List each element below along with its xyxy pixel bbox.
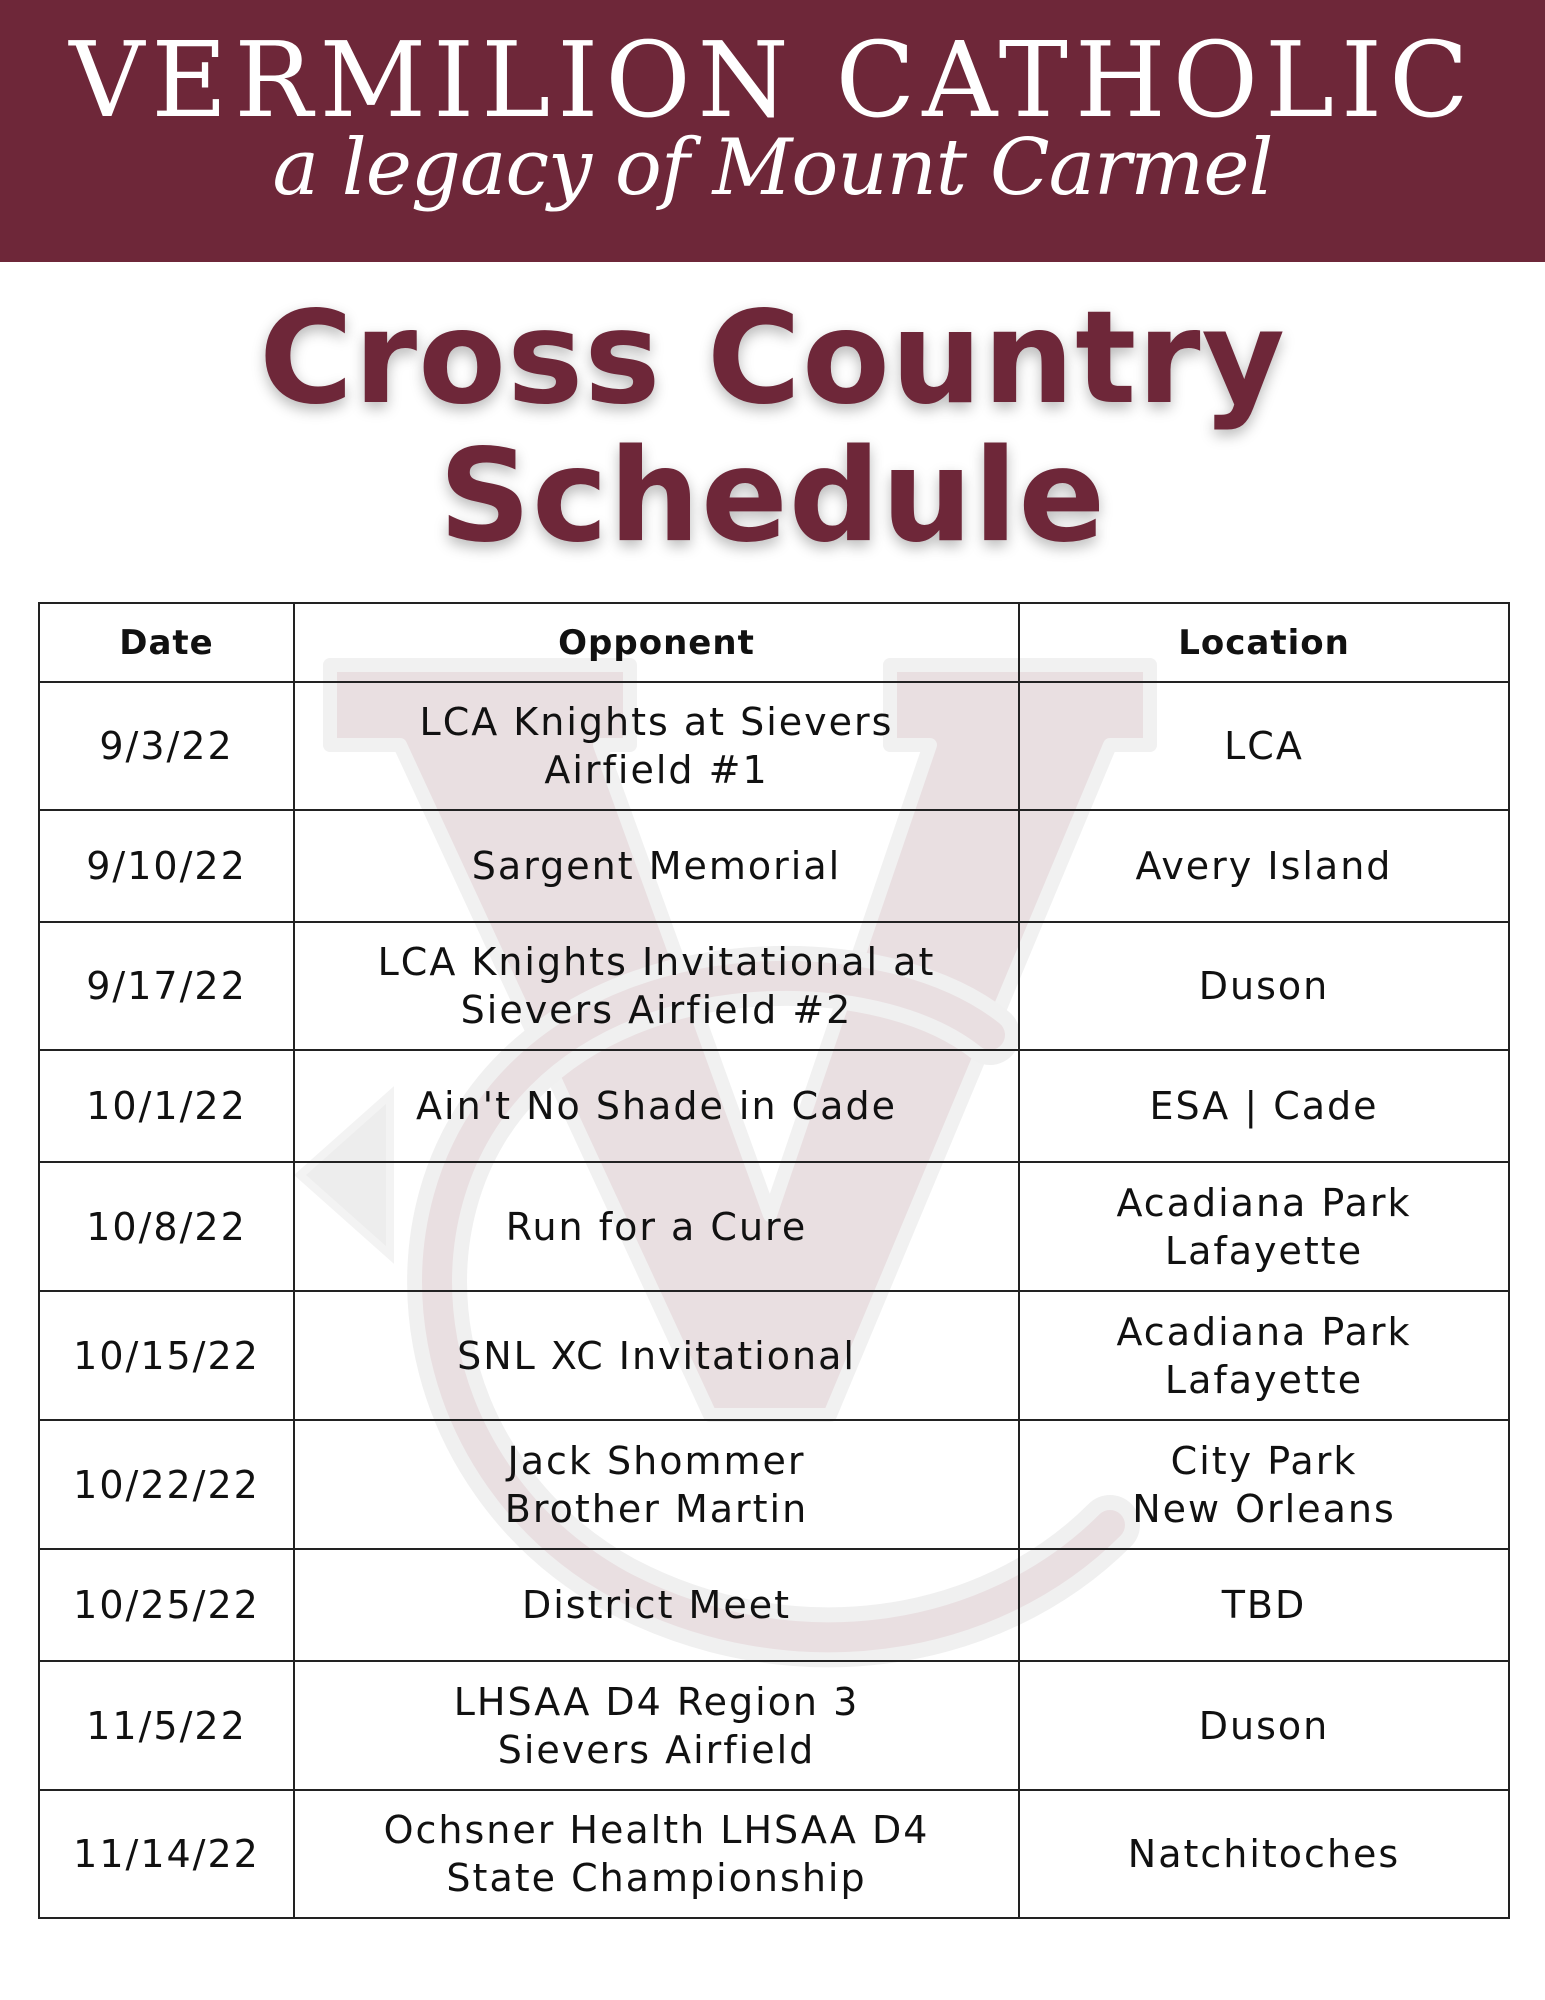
opponent-cell: Run for a Cure [294,1162,1019,1291]
table-row [39,810,1509,922]
opponent-cell: Ain't No Shade in Cade [294,1050,1019,1162]
page-title [0,284,1545,571]
location-cell: Avery Island [1019,810,1509,922]
table-row [39,922,1509,1050]
table-row [39,1050,1509,1162]
date-cell: 9/3/22 [39,682,294,810]
location-cell: ESA | Cade [1019,1050,1509,1162]
school-tagline: a legacy of Mount Carmel [272,123,1273,213]
location-cell: Duson [1019,922,1509,1050]
location-cell: Acadiana Park Lafayette [1019,1291,1509,1420]
title-line-1: Cross Country [259,284,1286,433]
date-cell: 11/5/22 [39,1661,294,1790]
table-row [39,1162,1509,1291]
opponent-cell: LCA Knights at Sievers Airfield #1 [294,682,1019,810]
column-header-opponent: Opponent [294,603,1019,682]
opponent-cell: Jack Shommer Brother Martin [294,1420,1019,1549]
table-row [39,1291,1509,1420]
location-cell: Natchitoches [1019,1790,1509,1918]
opponent-cell: LCA Knights Invitational at Sievers Airfield #2 [294,922,1019,1050]
location-cell: LCA [1019,682,1509,810]
date-cell: 10/8/22 [39,1162,294,1291]
date-cell: 10/25/22 [39,1549,294,1661]
header-banner [0,0,1545,262]
date-cell: 9/10/22 [39,810,294,922]
table-row [39,1661,1509,1790]
opponent-cell: SNL XC Invitational [294,1291,1019,1420]
location-cell: Duson [1019,1661,1509,1790]
table-row [39,682,1509,810]
school-name: VERMILION CATHOLIC [69,19,1476,141]
table-row [39,1420,1509,1549]
date-cell: 10/22/22 [39,1420,294,1549]
location-cell: TBD [1019,1549,1509,1661]
table-header-row [39,603,1509,682]
location-cell: City Park New Orleans [1019,1420,1509,1549]
title-line-2: Schedule [438,422,1107,571]
table-row [39,1790,1509,1918]
opponent-cell: LHSAA D4 Region 3 Sievers Airfield [294,1661,1019,1790]
location-cell: Acadiana Park Lafayette [1019,1162,1509,1291]
column-header-date: Date [39,603,294,682]
date-cell: 9/17/22 [39,922,294,1050]
date-cell: 11/14/22 [39,1790,294,1918]
column-header-location: Location [1019,603,1509,682]
opponent-cell: District Meet [294,1549,1019,1661]
date-cell: 10/1/22 [39,1050,294,1162]
schedule-table [38,602,1510,1919]
table-row [39,1549,1509,1661]
date-cell: 10/15/22 [39,1291,294,1420]
opponent-cell: Sargent Memorial [294,810,1019,922]
opponent-cell: Ochsner Health LHSAA D4 State Championship [294,1790,1019,1918]
